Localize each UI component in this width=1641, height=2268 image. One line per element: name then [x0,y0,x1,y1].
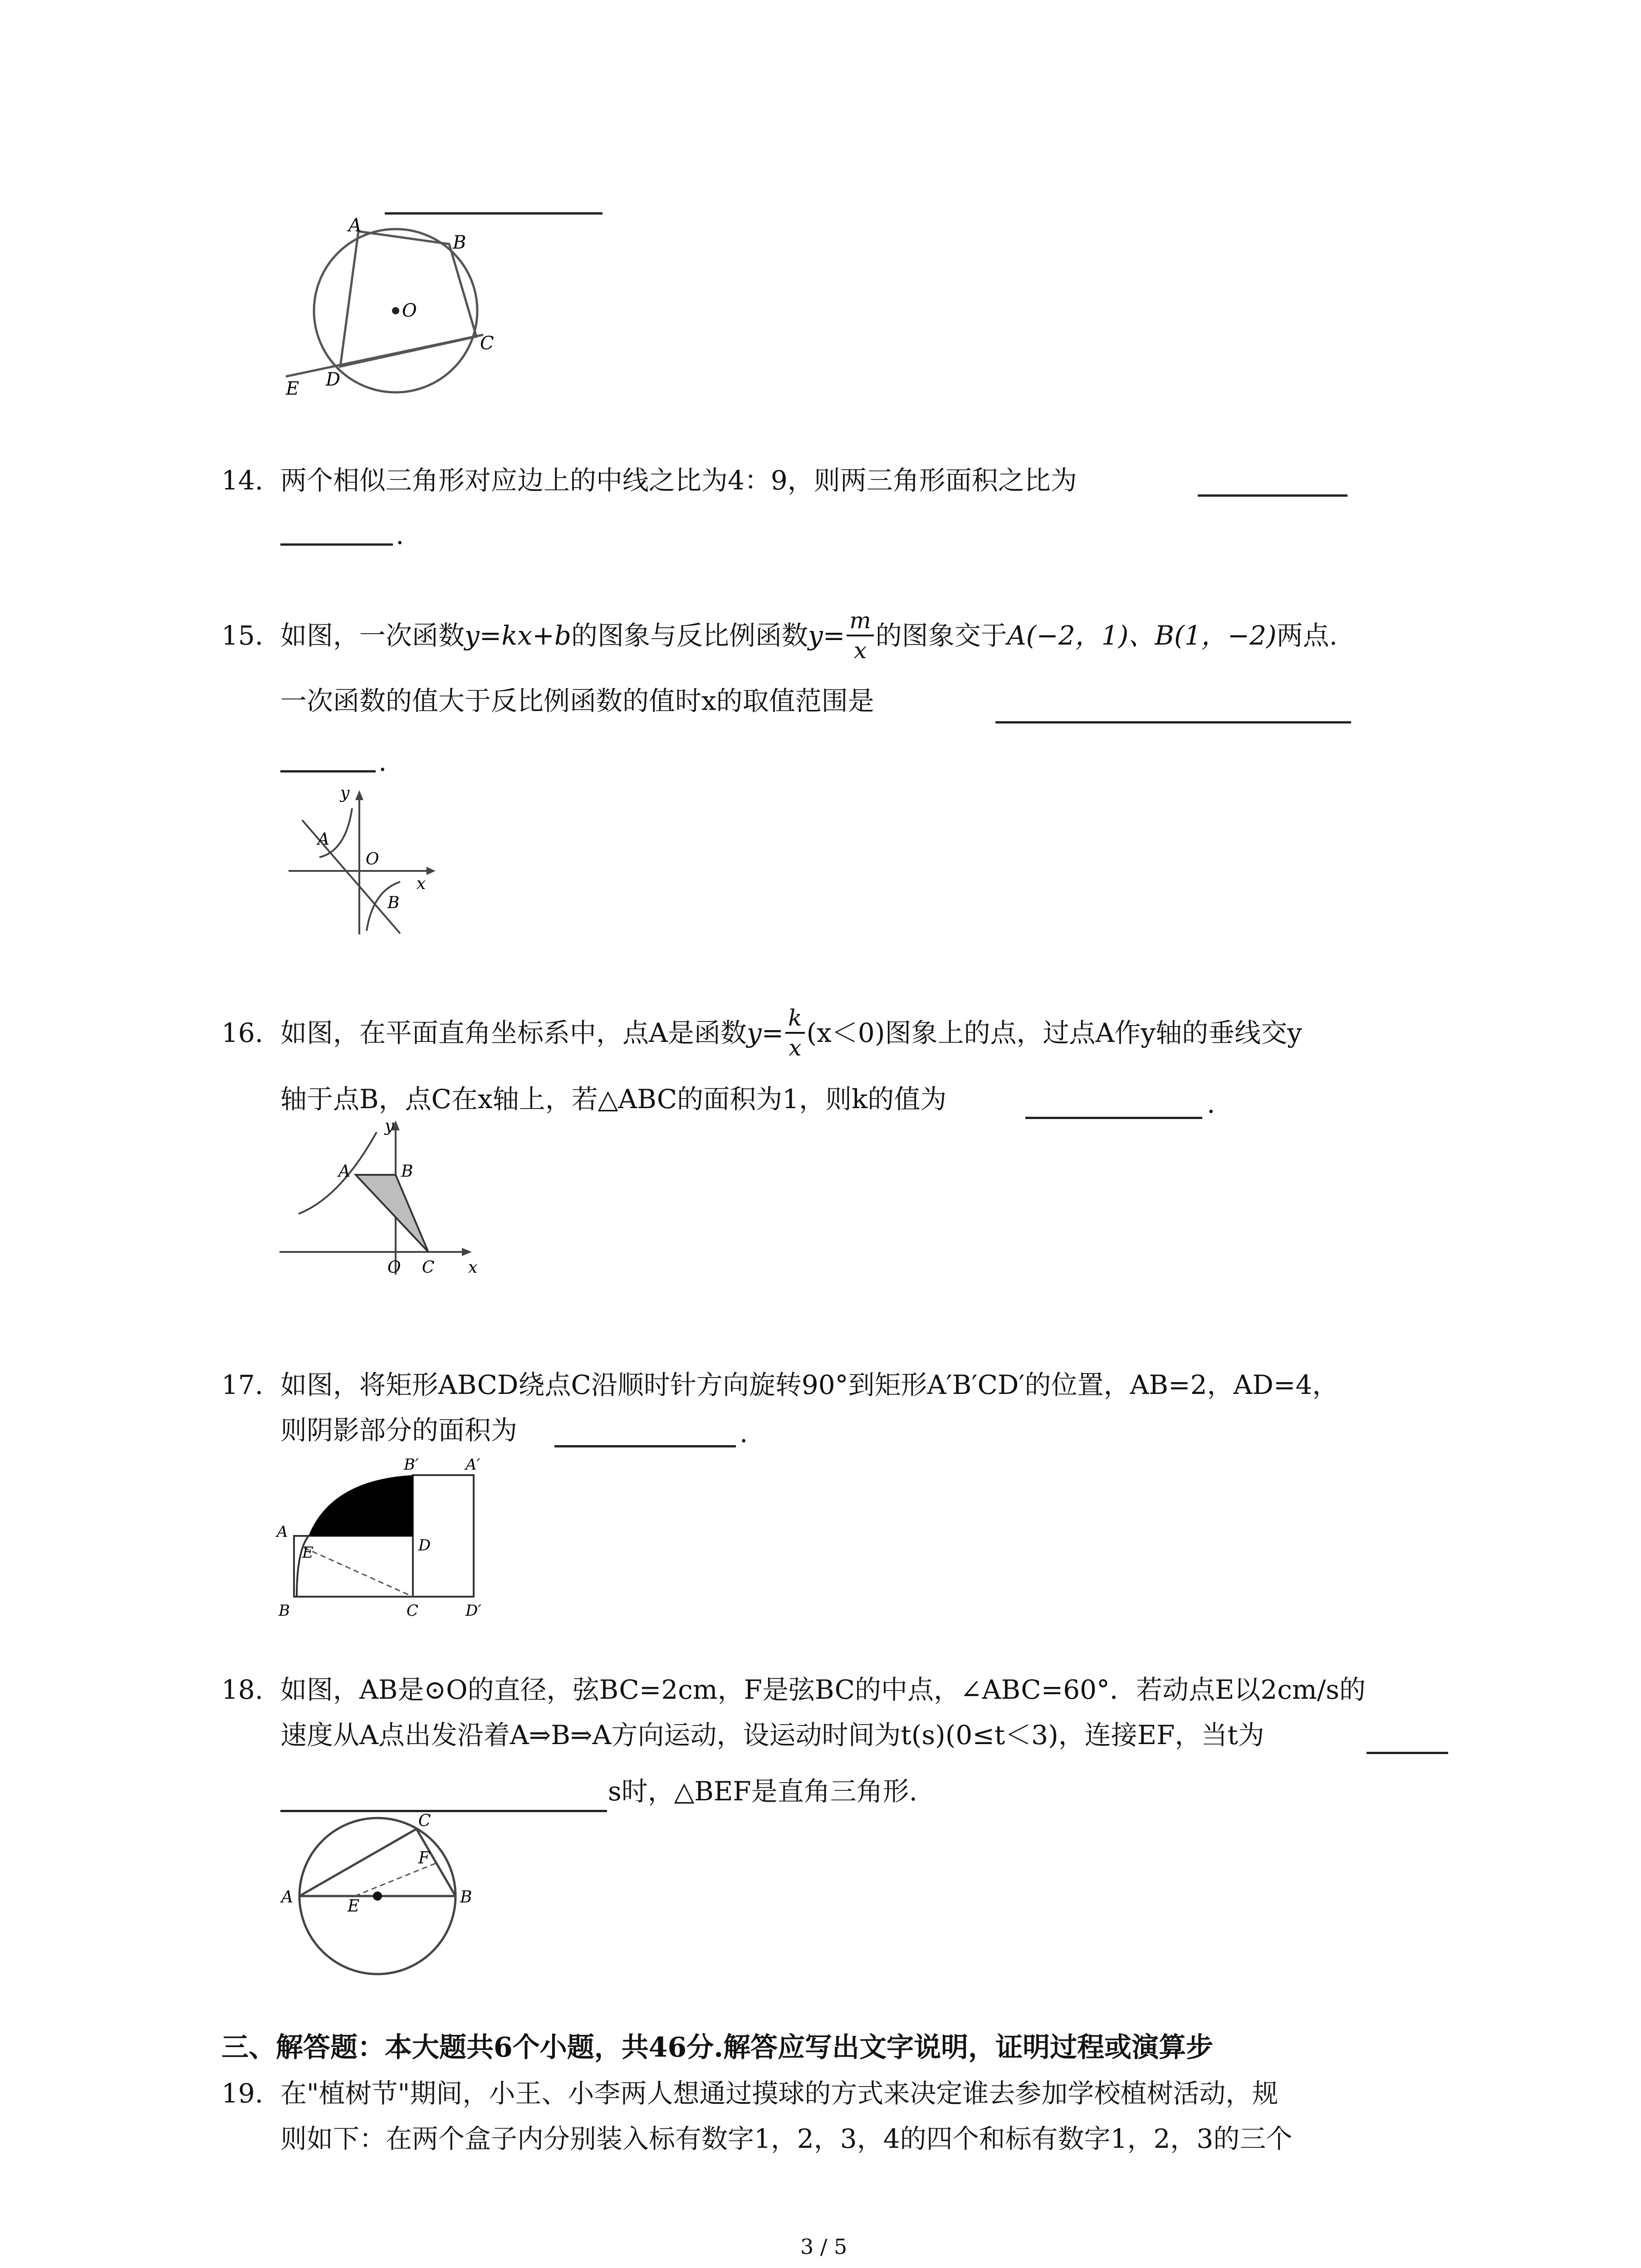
q15-text-b: 的图象与反比例函数 [571,620,808,651]
q18-label-b: B [460,1888,472,1906]
q15-text-c: 的图象交于 [875,620,1007,651]
q14-text: 两个相似三角形对应边上的中线之比为4：9，则两三角形面积之比为 [280,465,1077,496]
q15-fraction-denominator: x [853,637,867,664]
q17-label-a: A [277,1523,288,1541]
q16-label-b: B [401,1162,413,1181]
q17-dashed-ec [304,1548,413,1597]
q18-answer-blank-1[interactable] [1367,1752,1448,1754]
q16-label-o: O [387,1258,401,1277]
q15-x-arrow [426,867,436,875]
q14-answer-blank-1[interactable] [1198,494,1347,497]
q16-label-y: y [385,1117,394,1135]
q16-line1 [280,1003,1302,1062]
q17-label-c: C [407,1602,419,1620]
q16-text-b: (x＜0)图象上的点，过点A作y轴的垂线交y [806,1017,1302,1048]
q15-label-y: y [340,784,350,802]
q16-shaded-triangle [356,1175,428,1252]
q18-label-c: C [418,1812,431,1830]
q15-number: 15. [221,620,264,651]
q16-label-x: x [468,1258,478,1277]
q19-line1: 在"植树节"期间，小王、小李两人想通过摸球的方式来决定谁去参加学校植树活动，规 [280,2078,1279,2109]
q18-figure [272,1810,490,1982]
q13-figure [272,213,508,404]
q17-line1: 如图，将矩形ABCD绕点C沿顺时针方向旋转90°到矩形A′B′CD′的位置，AB=2，AD=4， [280,1369,1339,1400]
q16-line2: 轴于点B，点C在x轴上，若△ABC的面积为1，则k的值为 [280,1084,947,1114]
q16-label-a: A [338,1162,350,1181]
q17-label-b1: B′ [404,1456,419,1474]
q16-answer-blank[interactable] [1025,1117,1202,1119]
q15-label-o: O [366,850,379,869]
q16-fraction-denominator: x [789,1035,802,1061]
q16-x-arrow [462,1248,472,1256]
q16-tail: . [1207,1088,1215,1119]
q17-number: 17. [221,1369,264,1400]
q16-figure [272,1116,490,1288]
q18-dashed-ef [355,1863,436,1896]
q13-label-b: B [453,232,466,253]
q15-y-arrow [355,790,363,800]
q18-label-f: F [418,1849,430,1867]
section3-title: 三、解答题：本大题共6个小题，共46分.解答应写出文字说明，证明过程或演算步 [221,2032,1214,2063]
q17-label-e: E [302,1544,314,1562]
q15-text-a: 如图，一次函数 [280,620,465,651]
q16-number: 16. [221,1017,264,1048]
page-number: 3 / 5 [800,2234,847,2259]
q17-figure [268,1447,522,1619]
q17-label-b: B [279,1602,290,1620]
q18-line2: 速度从A点出发沿着A⇒B⇒A方向运动，设运动时间为t(s)(0≤t＜3)，连接EF，当t为 [280,1720,1264,1750]
q16-fraction [785,1007,804,1059]
q18-chord-ac [299,1829,416,1896]
q13-label-e: E [286,378,299,399]
q13-label-c: C [480,333,494,354]
q16-hyperbola [299,1132,377,1214]
q15-label-x: x [416,875,426,893]
q18-label-a: A [281,1888,293,1906]
q15-label-a: A [318,830,329,849]
q15-answer-blank-1[interactable] [995,721,1351,723]
q16-func-lhs: y= [746,1017,784,1048]
q18-center-dot [373,1892,382,1901]
q17-label-d: D [418,1536,431,1554]
q15-fraction [847,609,873,662]
q13-line-ed [286,335,483,376]
q15-tail: . [378,746,387,777]
q14-number: 14. [221,465,264,496]
q16-label-c: C [422,1258,435,1277]
q14-tail: . [396,519,404,550]
q14-answer-blank-2[interactable] [280,543,393,546]
q17-rect-rotated [413,1475,474,1597]
q18-line1: 如图，AB是⊙O的直径，弦BC=2cm，F是弦BC的中点，∠ABC=60°．若动点E以2cm/s的 [280,1674,1366,1705]
q13-label-o: O [402,300,417,321]
q17-label-a1: A′ [465,1456,480,1474]
q19-line2: 则如下：在两个盒子内分别装入标有数字1，2，3，4的四个和标有数字1，2，3的三个 [280,2123,1293,2154]
q15-func2-lhs: y= [808,620,845,651]
q18-line3: s时，△BEF是直角三角形. [608,1776,918,1807]
q15-line2: 一次函数的值大于反比例函数的值时x的取值范围是 [280,685,874,716]
q15-fraction-numerator: m [847,609,873,636]
q13-center-dot [392,307,399,314]
q15-figure [272,780,454,943]
q16-fraction-numerator: k [785,1007,804,1034]
q13-label-d: D [326,369,341,390]
q15-text-d: 两点. [1276,620,1338,651]
q15-linear-line [302,820,400,934]
q17-shaded-region [309,1475,413,1536]
q18-label-e: E [348,1897,360,1916]
q13-label-a: A [348,215,362,236]
q15-line1 [280,606,1337,665]
q17-line2: 则阴影部分的面积为 [280,1415,518,1446]
q15-answer-blank-2[interactable] [280,770,376,772]
q15-label-b: B [387,894,400,912]
q18-number: 18. [221,1674,264,1705]
q15-func1: y=kx+b [465,620,571,651]
q17-tail: . [740,1418,748,1448]
q17-answer-blank[interactable] [554,1445,736,1447]
q17-label-d1: D′ [465,1602,481,1620]
q19-number: 19. [221,2078,264,2109]
q16-text-a: 如图，在平面直角坐标系中，点A是函数 [280,1017,747,1048]
q15-points: A(−2，1)、B(1，−2) [1007,620,1277,651]
